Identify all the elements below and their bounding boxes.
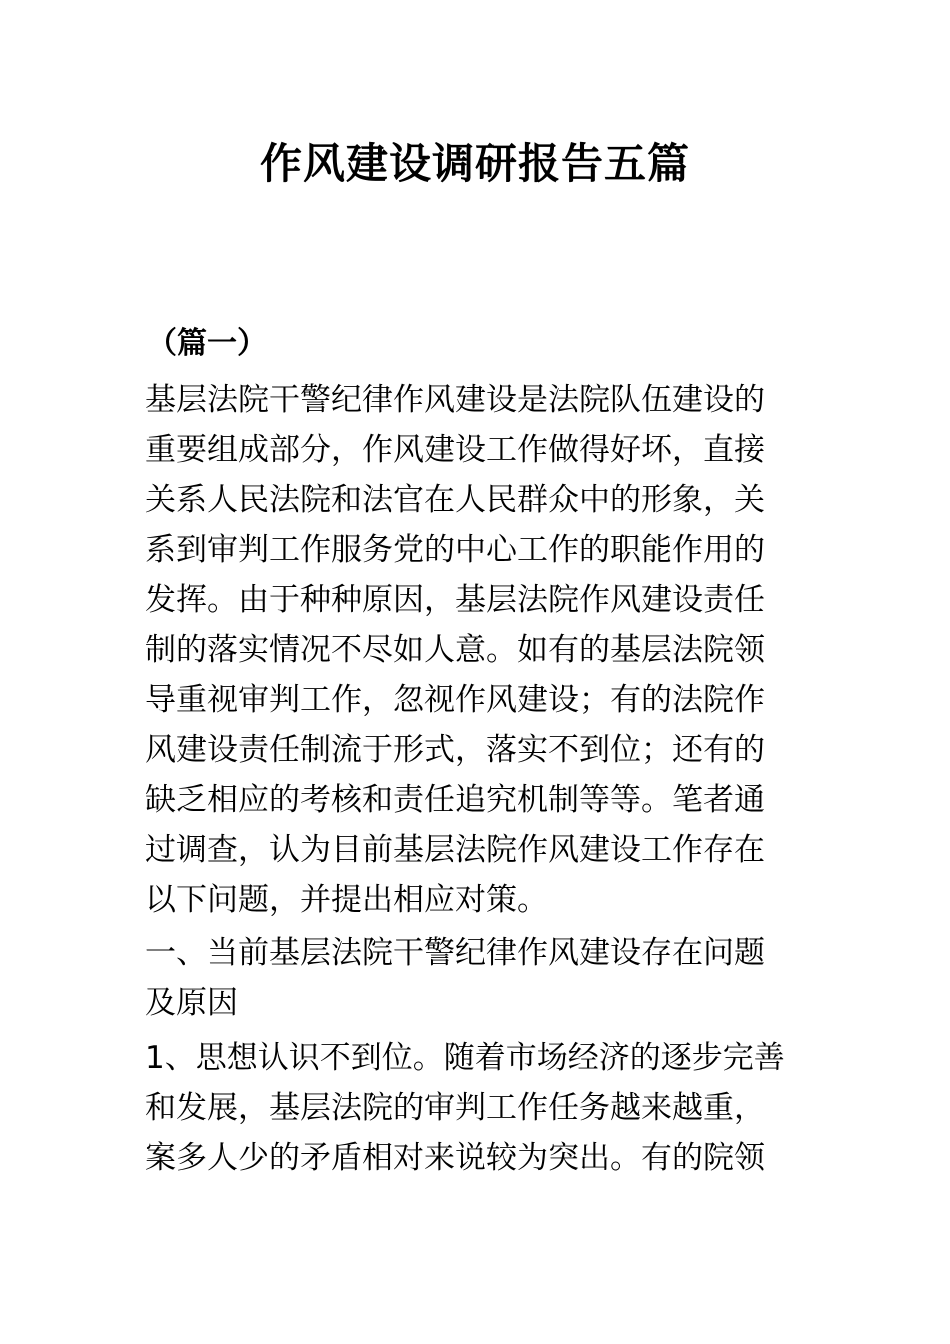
paragraph-line: 基层法院干警纪律作风建设是法院队伍建设的 xyxy=(145,382,765,418)
document-title: 作风建设调研报告五篇 xyxy=(259,139,690,188)
paragraph-line: 1、思想认识不到位。随着市场经济的逐步完善 xyxy=(145,1040,785,1076)
section-heading-1 xyxy=(145,928,815,1028)
heading-line: 及原因 xyxy=(145,985,238,1021)
paragraph-line: 过调查，认为目前基层法院作风建设工作存在 xyxy=(145,832,765,868)
paragraph-line: 和发展，基层法院的审判工作任务越来越重， xyxy=(145,1090,765,1126)
paragraph-line: 重要组成部分，作风建设工作做得好坏，直接 xyxy=(145,432,765,468)
paragraph-line: 系到审判工作服务党的中心工作的职能作用的 xyxy=(145,532,765,568)
paragraph-line: 关系人民法院和法官在人民群众中的形象，关 xyxy=(145,482,765,518)
paragraph-point-1 xyxy=(145,1033,815,1183)
paragraph-line: 以下问题，并提出相应对策。 xyxy=(145,882,548,918)
paragraph-line: 风建设责任制流于形式，落实不到位；还有的 xyxy=(145,732,765,768)
paragraph-line: 发挥。由于种种原因，基层法院作风建设责任 xyxy=(145,582,765,618)
paragraph-line: 导重视审判工作，忽视作风建设；有的法院作 xyxy=(145,682,765,718)
heading-line: 一、当前基层法院干警纪律作风建设存在问题 xyxy=(145,935,765,971)
paragraph-line: 案多人少的矛盾相对来说较为突出。有的院领 xyxy=(145,1140,765,1176)
section-label: （篇一） xyxy=(147,326,267,361)
paragraph-intro xyxy=(145,375,815,925)
paragraph-line: 制的落实情况不尽如人意。如有的基层法院领 xyxy=(145,632,765,668)
paragraph-line: 缺乏相应的考核和责任追究机制等等。笔者通 xyxy=(145,782,765,818)
